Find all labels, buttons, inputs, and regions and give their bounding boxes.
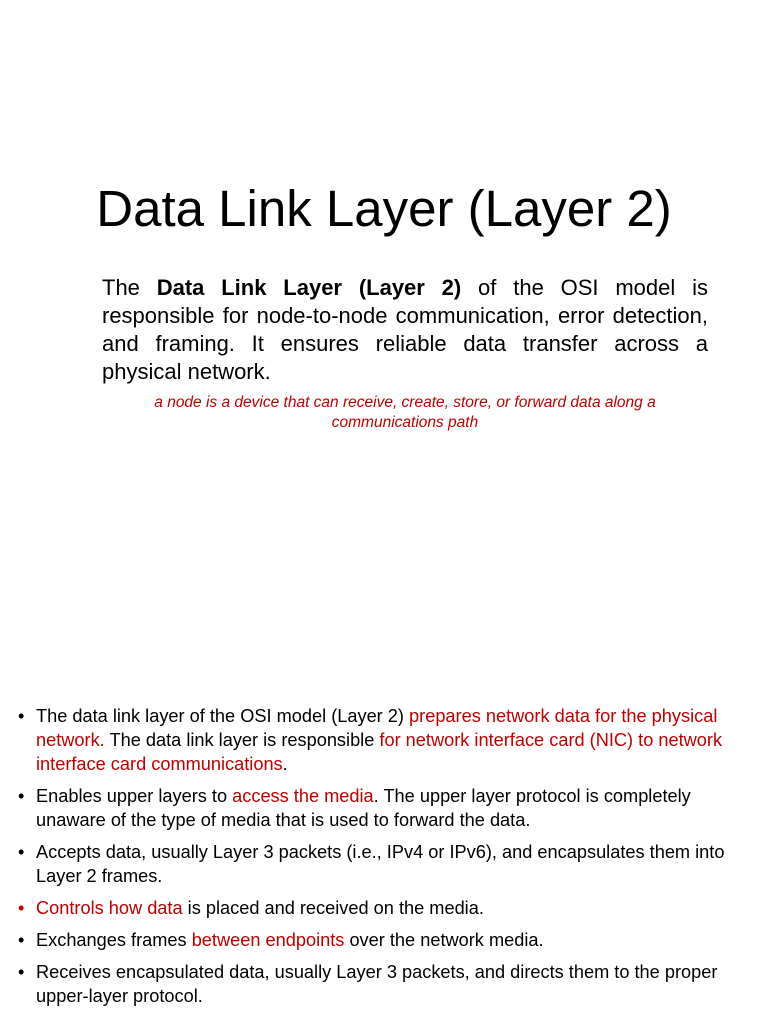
slide-2 [0, 680, 768, 1024]
bullet-text: The data link layer is responsible [104, 730, 380, 750]
bullet-item [18, 784, 758, 832]
highlighted-text: access the media [232, 786, 374, 806]
bullet-item [18, 840, 758, 888]
intro-bold: Data Link Layer (Layer 2) [156, 275, 462, 300]
bullet-text: . [282, 754, 288, 774]
bullet-list [18, 704, 758, 1016]
bullet-text: Exchanges frames [36, 930, 192, 950]
bullet-item [18, 704, 758, 776]
bullet-text: is placed and received on the media. [182, 898, 484, 918]
intro-post: of the OSI model is responsible for node-to-node communication, error detection, and framing. It ensures reliable data transfer across a physical network. [102, 275, 708, 384]
intro-paragraph [102, 274, 708, 386]
highlighted-text: between endpoints [191, 930, 345, 950]
highlighted-text: Controls how data [36, 898, 183, 918]
intro-pre: The [102, 275, 157, 300]
node-definition-note: a node is a device that can receive, create, store, or forward data along a communications path [154, 394, 656, 431]
bullet-text: over the network media. [344, 930, 544, 950]
slide-title: Data Link Layer (Layer 2) [96, 180, 672, 237]
bullet-item [18, 896, 758, 920]
bullet-text: Enables upper layers to [36, 786, 233, 806]
bullet-text: The data link layer of the OSI model (Layer 2) [36, 706, 410, 726]
bullet-text: Accepts data, usually Layer 3 packets (i.e., IPv4 or IPv6), and encapsulates them into Layer 2 frames. [36, 842, 725, 886]
bullet-item [18, 928, 758, 952]
bullet-text: Receives encapsulated data, usually Layer 3 packets, and directs them to the proper upper-layer protocol. [36, 962, 718, 1006]
highlighted-text: for network interface card (NIC) to network interface card communications [36, 730, 723, 774]
bullet-item [18, 960, 758, 1008]
bullet-text: . The upper layer protocol is completely unaware of the type of media that is used to forward the data. [36, 786, 691, 830]
highlighted-text: prepares network data for the physical network. [36, 706, 718, 750]
